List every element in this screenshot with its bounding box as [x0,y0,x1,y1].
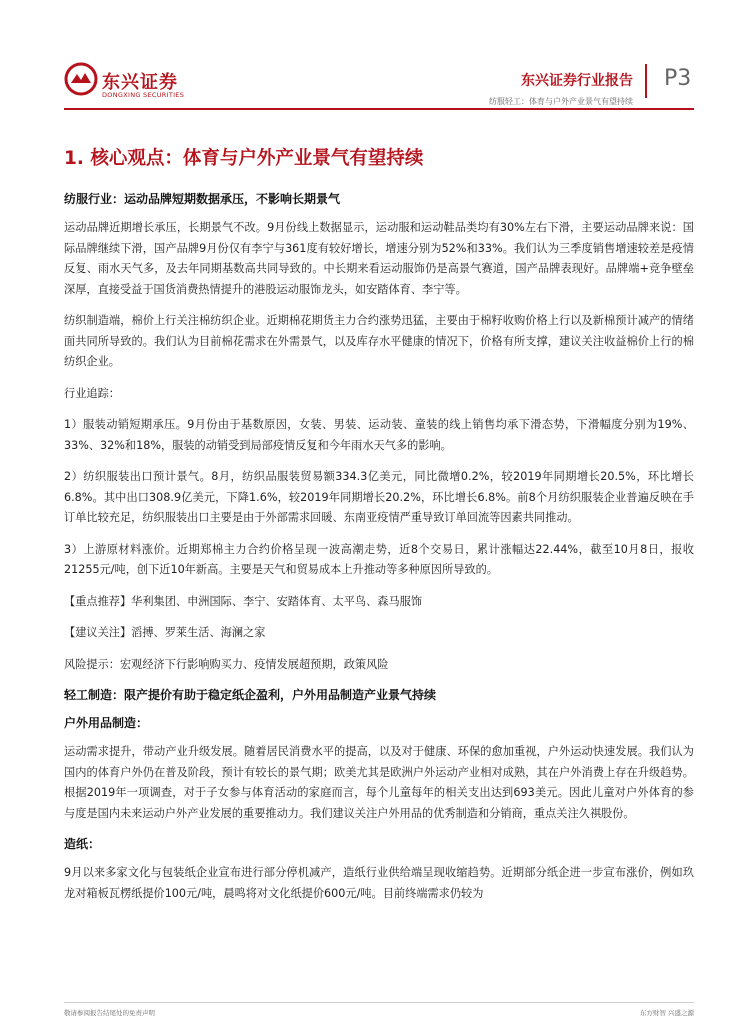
paper-paragraph: 9月以来多家文化与包装纸企业宣布进行部分停机减产，造纸行业供给端呈现收缩趋势。近期部分纸企进一步宣布涨价，例如玖龙对箱板瓦楞纸提价100元/吨，晨鸣将对文化纸提价600元/吨。目前终端需求仍较为 [64,866,694,900]
logo-name: 东兴证券 [102,72,178,93]
tracking-label: 行业追踪： [64,386,120,400]
page-header [0,0,755,110]
light-industry-heading: 轻工制造：限产提价有助于稳定纸企盈利，户外用品制造产业景气持续 [64,688,437,702]
footer-slogan: 东方财智 兴盛之源 [639,1009,694,1017]
paper-heading: 造纸： [64,837,101,851]
tracking-item-1: 1）服装动销短期承压。9月份由于基数原因，女装、男装、运动装、童装的线上销售均承下滑态势，下滑幅度分别为19%、33%、32%和18%，服装的动销受到局部疫情反复和今年雨水天气多的影响。 [64,418,694,452]
suggested-watch: 【建议关注】滔搏、罗莱生活、海澜之家 [64,626,266,639]
logo-subtitle: DONGXING SECURITIES [102,91,185,99]
report-title: 东兴证券行业报告 [521,73,633,89]
company-logo [64,62,194,102]
disclaimer-note: 敬请参阅报告结尾处的免责声明 [64,1009,155,1017]
report-body [64,146,694,915]
apparel-paragraph-1: 运动品牌近期增长承压，长期景气不改。9月份线上数据显示，运动服和运动鞋品类均有30%左右下滑，主要运动品牌来说：国际品牌继续下滑，国产品牌9月份仅有李宁与361度有较好增长，增速分别为52%和33%。我们认为三季度销售增速较差是疫情反复、雨水天气多，及去年同期基数高共同导致的。中长期来看运动服饰仍是高景气赛道，国产品牌表现好。品牌端+竞争壁垒深厚，直接受益于国货消费热情提升的港股运动服饰龙头，如安踏体育、李宁等。 [64,221,694,296]
header-rule [64,108,694,110]
apparel-paragraph-2: 纺织制造端，棉价上行关注棉纺织企业。近期棉花期货主力合约涨势迅猛，主要由于棉籽收购价格上行以及新棉预计减产的情绪面共同所导致的。我们认为目前棉花需求在外需景气，以及库存水平健康的情况下，价格有所支撑，建议关注收益棉价上行的棉纺织企业。 [64,314,694,368]
outdoor-paragraph: 运动需求提升，带动产业升级发展。随着居民消费水平的提高，以及对于健康、环保的愈加重视，户外运动快速发展。我们认为国内的体育户外仍在普及阶段，预计有较长的景气期；欧美尤其是欧洲户外运动产业相对成熟，其在户外消费上存在升级趋势。根据2019年一项调查，对于子女参与体育活动的家庭而言，每个儿童每年的相关支出达到693美元。因此儿童对户外体育的参与度是国内未来运动户外产业发展的重要推动力。我们建议关注户外用品的优秀制造和分销商，重点关注久祺股份。 [64,745,694,820]
tracking-item-3: 3）上游原材料涨价。近期郑棉主力合约价格呈现一波高潮走势，近8个交易日，累计涨幅达22.44%，截至10月8日，报收21255元/吨，创下近10年新高。主要是天气和贸易成本上升推动等多种原因所导致的。 [64,542,694,576]
tracking-item-2: 2）纺织服装出口预计景气。8月，纺织品服装贸易额334.3亿美元，同比微增0.2%，较2019年同期增长20.5%，环比增长6.8%。其中出口308.9亿美元，下降1.6%，较2019年同期增长20.2%，环比增长6.8%。前8个月纺织服装企业普遍反映在手订单比较充足，纺织服装出口主要是由于外部需求回暖、东南亚疫情严重导致订单回流等因素共同推动。 [64,470,694,524]
report-subtitle: 纺服轻工：体育与户外产业景气有望持续 [489,97,633,106]
key-recommendation: 【重点推荐】华利集团、申洲国际、李宁、安踏体育、太平鸟、森马服饰 [64,594,423,608]
risk-warning: 风险提示：宏观经济下行影响购买力、疫情发展超预期，政策风险 [64,657,389,671]
page-number: P3 [664,66,692,91]
header-divider [645,64,647,98]
logo-mark-icon [64,62,98,96]
page-footer [64,1002,694,1017]
section-title: 1. 核心观点：体育与户外产业景气有望持续 [64,148,424,169]
apparel-heading: 纺服行业：运动品牌短期数据承压，不影响长期景气 [64,192,341,206]
outdoor-heading: 户外用品制造： [64,716,149,730]
